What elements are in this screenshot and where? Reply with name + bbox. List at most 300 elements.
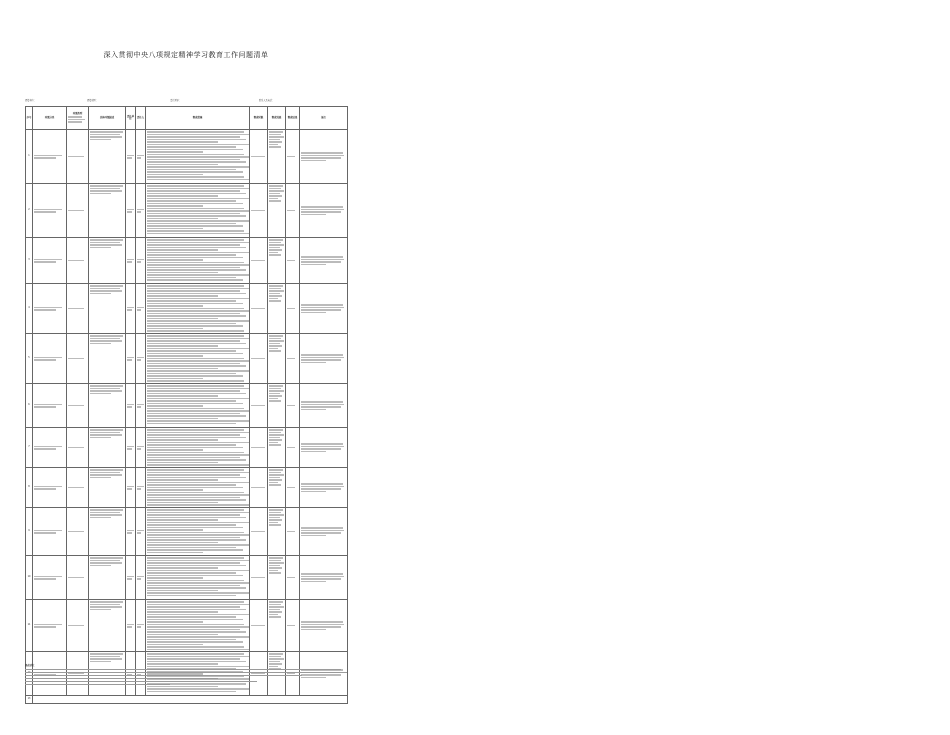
text-line [90,609,111,611]
text-line [147,512,249,514]
text-line [269,439,283,441]
text-line [147,176,245,178]
text-line [301,359,341,361]
text-line [147,279,244,281]
text-line [147,267,241,269]
text-line [147,328,203,330]
cell-dept [126,600,136,652]
text-line [147,330,245,332]
text-line [147,590,218,592]
text-line [147,244,241,246]
text-line [147,434,241,436]
text-line [269,400,281,402]
text-line [137,486,144,488]
text-line [147,519,218,521]
text-line [147,171,244,173]
text-line [147,537,241,539]
text-line [147,420,249,422]
text-line [147,437,247,439]
header-scope-note-line [68,121,82,123]
text-line [147,295,218,297]
cell-scope [67,130,89,184]
text-line [269,239,283,241]
text-line [269,611,283,613]
text-line [147,225,244,227]
cell-scope [67,184,89,238]
text-line [147,646,245,648]
cell-status [268,130,286,184]
text-line [287,625,295,627]
cell-measures [146,556,250,600]
cell-measures [146,184,250,238]
text-line [147,629,241,631]
cell-remark [300,334,348,384]
text-line [147,274,249,276]
text-line [34,307,63,309]
text-line [90,242,121,244]
text-line [269,398,279,400]
text-line [147,459,247,461]
text-line [147,479,218,481]
text-line [301,578,341,580]
text-line [147,141,218,143]
text-line [147,325,244,327]
text-line [90,514,122,516]
text-line [147,626,249,628]
text-line [287,487,295,489]
text-line [301,264,326,266]
text-line [147,636,249,638]
text-line [269,560,282,562]
cell-scope [67,384,89,428]
text-line [269,298,279,300]
text-line [34,209,63,211]
cell-deadline [250,238,268,284]
text-line [251,308,265,310]
cell-status [268,284,286,334]
text-line [147,457,241,459]
note-line [25,675,302,676]
text-line [34,211,56,213]
cell-seq: 3 [26,238,33,284]
text-line [147,408,245,410]
text-line [137,578,142,580]
text-line [269,572,281,574]
text-line [147,320,249,322]
cell-dept [126,556,136,600]
text-line [90,290,122,292]
text-line [147,649,249,651]
text-line [90,658,122,660]
text-line [68,487,84,489]
text-line [269,188,282,190]
cell-category [33,600,67,652]
cell-scope [67,600,89,652]
text-line [301,214,326,216]
cell-seq: 7 [26,428,33,468]
contact-label: 联系人及电话： [259,99,275,102]
note-line [25,681,257,682]
text-line [90,293,111,295]
header-result: 整改结果 [286,107,300,130]
cell-deadline [250,556,268,600]
text-line [90,388,121,390]
text-line [269,519,283,521]
text-line [269,134,282,136]
text-line [90,285,123,287]
cell-measures [146,284,250,334]
cell-seq: 13 [26,696,33,704]
text-line [147,619,244,621]
text-line [269,343,280,345]
text-line [90,247,111,249]
text-line [147,350,237,352]
text-line [301,491,326,493]
text-line [90,185,123,187]
date-label: 填报时间： [87,99,98,102]
text-line [269,609,280,611]
text-line [269,293,280,295]
text-line [147,345,218,347]
table-header-row [26,107,348,130]
table-row [26,130,348,184]
text-line [147,580,245,582]
text-line [127,261,133,263]
text-line [147,174,203,176]
text-line [137,259,144,261]
cell-owner [136,238,146,284]
cell-category [33,130,67,184]
text-line [147,482,249,484]
text-line [34,155,63,157]
cell-deadline [250,384,268,428]
text-line [147,595,237,597]
text-line [147,259,203,261]
text-line [127,578,133,580]
text-line [147,139,247,141]
text-line [34,532,56,534]
text-line [147,542,218,544]
cell-scope [67,428,89,468]
text-line [251,210,265,212]
text-line [147,288,249,290]
text-line [301,357,345,359]
text-line [34,448,56,450]
text-line [90,393,111,395]
text-line [147,634,218,636]
table-row [26,556,348,600]
cell-desc [89,130,126,184]
text-line [147,203,244,205]
text-line [147,154,245,156]
text-line [147,601,245,603]
text-line [90,565,111,567]
text-line [147,272,218,274]
cell-remark [300,130,348,184]
text-line [90,604,121,606]
text-line [269,393,280,395]
text-line [147,210,249,212]
cell-category [33,428,67,468]
text-line [127,406,133,408]
text-line [90,661,111,663]
text-line [147,257,244,259]
text-line [34,624,63,626]
text-line [90,429,123,431]
text-line [34,404,63,406]
text-line [68,447,84,449]
text-line [269,290,284,292]
text-line [147,185,245,187]
text-line [147,641,244,643]
text-line [269,557,283,559]
cell-result [286,130,300,184]
cell-measures [146,130,250,184]
text-line [147,449,203,451]
text-line [147,418,218,420]
text-line [90,193,111,195]
text-line [137,532,142,534]
text-line [90,131,123,133]
text-line [147,213,241,215]
text-line [68,531,84,533]
cell-deadline [250,284,268,334]
text-line [147,565,247,567]
text-line [269,437,280,439]
text-line [147,524,237,526]
text-line [147,220,249,222]
text-line [147,691,237,693]
text-line [34,157,56,159]
text-line [147,415,247,417]
text-line [269,350,281,352]
text-line [269,144,279,146]
text-line [269,477,280,479]
text-line [147,539,247,541]
text-line [269,198,279,200]
text-line [147,290,241,292]
text-line [147,509,245,511]
issue-table [25,106,348,704]
text-line [269,345,283,347]
text-line [147,156,249,158]
text-line [301,307,345,309]
cell-category [33,334,67,384]
text-line [147,653,245,655]
text-line [301,157,341,159]
text-line [269,514,284,516]
text-line [147,489,203,491]
cell-owner [136,184,146,238]
text-line [127,576,134,578]
text-line [147,166,249,168]
text-line [269,195,283,197]
text-line [147,360,249,362]
text-line [90,385,123,387]
cell-deadline [250,600,268,652]
text-line [68,308,84,310]
cell-desc [89,508,126,556]
text-line [147,562,241,564]
text-line [147,353,244,355]
text-line [147,567,218,569]
text-line [301,573,343,575]
text-line [147,557,245,559]
text-line [147,403,244,405]
text-line [147,621,203,623]
text-line [269,444,281,446]
text-line [147,247,247,249]
text-line [127,530,134,532]
cell-scope [67,508,89,556]
cell-result [286,468,300,508]
cell-category [33,468,67,508]
text-line [147,136,241,138]
text-line [269,300,281,302]
text-line [301,448,341,450]
text-line [147,572,237,574]
text-line [68,577,84,579]
table-row [26,428,348,468]
text-line [301,576,345,578]
text-line [301,406,341,408]
text-line [301,152,343,154]
text-line [147,303,244,305]
text-line [147,604,249,606]
document-sheet [25,40,347,701]
text-line [147,340,241,342]
page-title: 深入贯彻中央八项规定精神学习教育工作问题清单 [103,51,269,59]
text-line [301,483,343,485]
cell-seq: 8 [26,468,33,508]
text-line [127,211,133,213]
text-line [269,509,283,511]
text-line [147,477,247,479]
note-line [25,684,170,685]
text-line [269,388,282,390]
text-line [90,606,122,608]
text-line [269,288,282,290]
text-line [90,437,111,439]
text-line [269,139,280,141]
text-line [147,547,237,549]
text-line [147,131,245,133]
cell-category [33,508,67,556]
text-line [147,534,249,536]
text-line [127,486,134,488]
cell-scope [67,334,89,384]
cell-measures [146,508,250,556]
text-line [127,307,134,309]
cell-category [33,284,67,334]
text-line [301,530,345,532]
text-line [147,560,249,562]
text-line [147,380,245,382]
text-line [127,157,133,159]
text-line [90,343,111,345]
text-line [147,323,237,325]
text-line [287,260,295,262]
text-line [147,423,237,425]
text-line [147,472,249,474]
text-line [269,185,283,187]
text-line [269,429,283,431]
text-line [147,285,245,287]
text-line [137,446,144,448]
text-line [34,406,56,408]
cell-dept [126,428,136,468]
text-line [90,557,123,559]
cell-result [286,556,300,600]
text-line [301,488,341,490]
text-line [269,604,282,606]
table-row [26,334,348,384]
table-body [26,130,348,704]
text-line [147,195,218,197]
text-line [34,261,56,263]
cell-owner [136,130,146,184]
text-line [269,606,284,608]
header-desc: 具体问题描述 [89,107,126,130]
cell-dept [126,468,136,508]
cell-desc [89,384,126,428]
text-line [269,616,281,618]
text-line [147,552,203,554]
text-line [90,134,121,136]
text-line [269,442,279,444]
cell-desc [89,284,126,334]
cell-measures [146,428,250,468]
text-line [147,264,249,266]
text-line [34,359,56,361]
text-line [137,448,142,450]
table-row [26,600,348,652]
text-line [251,156,265,158]
text-line [269,522,279,524]
header-scope [67,107,89,130]
text-line [147,544,249,546]
text-line [147,254,237,256]
cell-dept [126,238,136,284]
cell-scope [67,468,89,508]
text-line [301,209,345,211]
cell-owner [136,556,146,600]
text-line [147,616,237,618]
text-line [301,160,326,162]
text-line [127,626,133,628]
cell-measures [146,238,250,284]
text-line [147,348,249,350]
text-line [147,343,247,345]
text-line [34,259,63,261]
text-line [287,308,295,310]
text-line [127,259,134,261]
text-line [251,487,265,489]
text-line [147,146,237,148]
cell-seq: 11 [26,600,33,652]
text-line [127,532,133,534]
text-line [269,193,280,195]
text-line [90,239,123,241]
text-line [147,609,247,611]
text-line [147,410,249,412]
cell-remark [300,284,348,334]
text-line [147,305,203,307]
text-line [269,146,281,148]
text-line [147,527,244,529]
text-line [147,144,249,146]
text-line [90,390,122,392]
